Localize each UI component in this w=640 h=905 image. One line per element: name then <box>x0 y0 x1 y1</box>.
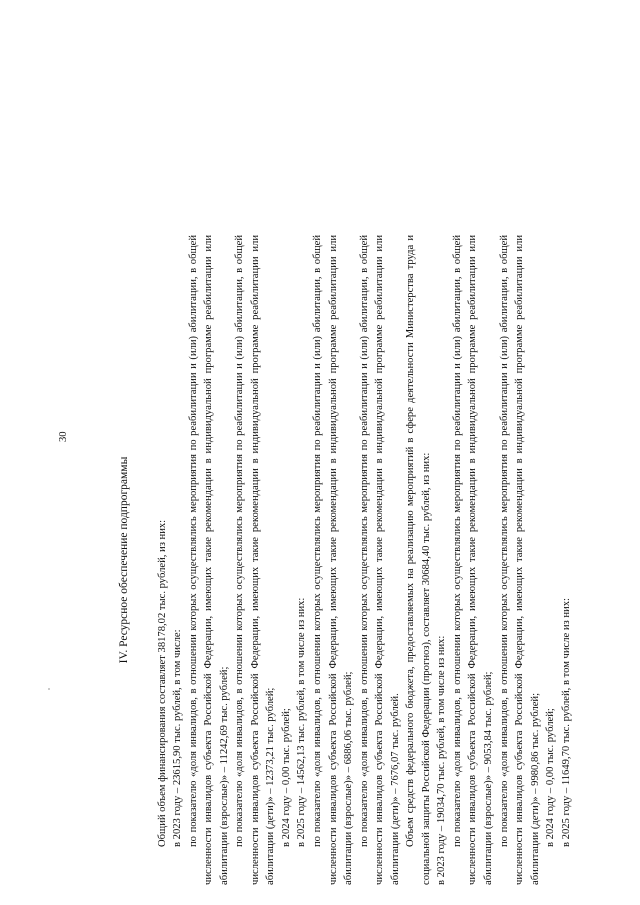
paragraph-2023: в 2023 году – 23615,90 тыс. рублей, в том числе: <box>172 629 184 847</box>
paragraph-federal-budget: Объем средств федерального бюджета, предоставляемых на реализацию мероприятий в сфере деятельности Министерства труда и социальной защиты Российской Федерации (прогноз), составляет 30684,40 тыс. рублей, из них: <box>405 235 432 885</box>
paragraph-2025-children: по показателю «доля инвалидов, в отношении которых осуществлялись мероприятия по реабилитации и (или) абилитации, в общей численности инвалидов субъекта Российской Федерации, имеющих такие рекомендации в индивидуальной программе реабилитации или абилитации (дети)» – 7676,07 тыс. рублей. <box>358 235 401 885</box>
paragraph-2025: в 2025 году – 14562,13 тыс. рублей, в том числе из них: <box>296 597 308 847</box>
paragraph-fed-2023-children: по показателю «доля инвалидов, в отношении которых осуществлялись мероприятия по реабилитации и (или) абилитации, в общей численности инвалидов субъекта Российской Федерации, имеющих такие рекомендации в индивидуальной программе реабилитации или абилитации (дети)» – 9980,86 тыс. рублей; <box>498 235 541 885</box>
paragraph-2024: в 2024 году – 0,00 тыс. рублей; <box>280 708 292 847</box>
paragraph-fed-2024: в 2024 году – 0,00 тыс. рублей; <box>545 708 557 847</box>
paragraph-2025-adults: по показателю «доля инвалидов, в отношении которых осуществлялись мероприятия по реабилитации и (или) абилитации, в общей численности инвалидов субъекта Российской Федерации, имеющих такие рекомендации в индивидуальной программе реабилитации или абилитации (взрослые)» – 6886,06 тыс. рублей; <box>312 235 355 885</box>
section-title: IV. Ресурсное обеспечение подпрограммы <box>118 456 130 664</box>
paragraph-fed-2023: в 2023 году – 19034,70 тыс. рублей, в том числе из них: <box>436 635 448 885</box>
paragraph-total: Общий объем финансирования составляет 38178,02 тыс. рублей, из них: <box>156 519 168 847</box>
paragraph-fed-2023-adults: по показателю «доля инвалидов, в отношении которых осуществлялись мероприятия по реабилитации и (или) абилитации, в общей численности инвалидов субъекта Российской Федерации, имеющих такие рекомендации в индивидуальной программе реабилитации или абилитации (взрослые)» – 9053,84 тыс. рублей; <box>451 235 495 885</box>
rotated-content <box>117 235 574 885</box>
scan-speck <box>48 688 50 690</box>
page-number: 30 <box>58 431 69 442</box>
paragraph-2023-children: по показателю «доля инвалидов, в отношении которых осуществлялись мероприятия по реабилитации и (или) абилитации, в общей численности инвалидов субъекта Российской Федерации, имеющих такие рекомендации в индивидуальной программе реабилитации или абилитации (дети)» – 12373,21 тыс. рублей; <box>234 235 277 885</box>
paragraph-fed-2025: в 2025 году – 11649,70 тыс. рублей, в том числе из них: <box>560 598 572 847</box>
paragraph-2023-adults: по показателю «доля инвалидов, в отношении которых осуществлялись мероприятия по реабилитации и (или) абилитации, в общей численности инвалидов субъекта Российской Федерации, имеющих такие рекомендации в индивидуальной программе реабилитации или абилитации (взрослые)» – 11242,69 тыс. рублей; <box>187 235 230 885</box>
